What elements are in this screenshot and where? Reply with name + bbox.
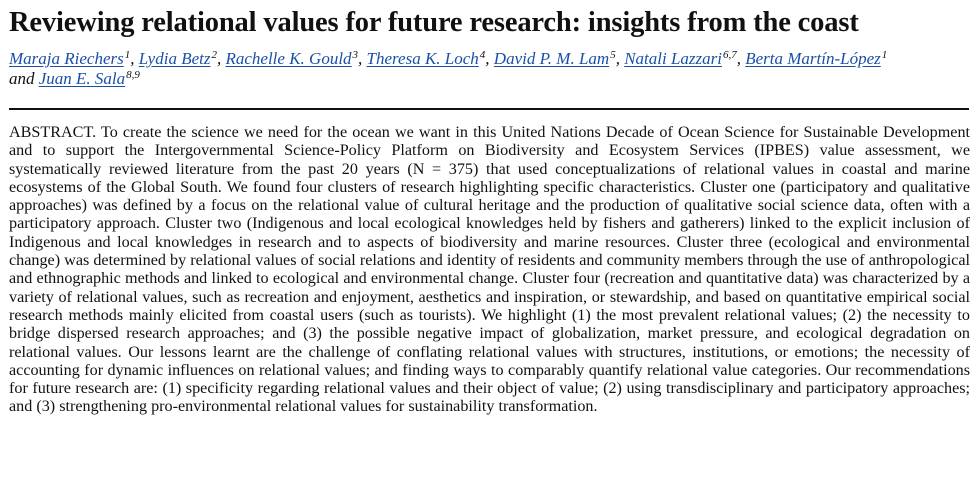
- author-entry: [367, 49, 486, 68]
- author-link[interactable]: Natali Lazzari: [624, 49, 722, 68]
- affiliation-marker: 2: [211, 49, 217, 61]
- author-link[interactable]: Berta Martín-López: [745, 49, 881, 68]
- author-link[interactable]: David P. M. Lam: [493, 49, 610, 68]
- author-link[interactable]: Lydia Betz: [138, 49, 211, 68]
- author-entry: [9, 49, 130, 68]
- affiliation-marker: 3: [352, 49, 359, 61]
- author-link[interactable]: Maraja Riechers: [9, 49, 124, 68]
- author-list: [9, 49, 969, 89]
- author-link[interactable]: Rachelle K. Gould: [225, 49, 352, 68]
- author-separator: ,: [358, 49, 367, 68]
- author-separator: ,: [485, 49, 494, 68]
- author-separator: ,: [216, 49, 226, 68]
- affiliation-marker: 1: [124, 49, 131, 61]
- author-entry: [139, 49, 217, 68]
- author-entry: [745, 49, 887, 68]
- author-link[interactable]: Theresa K. Loch: [366, 49, 479, 68]
- affiliation-marker: 8,9: [126, 69, 140, 81]
- affiliation-marker: 5: [610, 49, 616, 61]
- author-separator: ,: [736, 49, 746, 68]
- paper-header: [9, 6, 969, 89]
- author-entry: [494, 49, 616, 68]
- author-entry: [624, 49, 737, 68]
- abstract-text: ABSTRACT. To create the science we need for the ocean we want in this United Nations Decade of Ocean Science for Sustainable Development and to support the Intergovernmental Science-Policy Platform on Biodiversity and Ecosystem Services (IPBES) value assessment, we systematically reviewed literature from the past 20 years (N = 375) that used conceptualizations of relational values in coastal and marine ecosystems of the Global South. We found four clusters of research highlighting specific characteristics. Cluster one (participatory and qualitative approaches) was defined by a focus on the relational value of cultural heritage and the production of qualitative social science data, often with a participatory approach. Cluster two (Indigenous and local ecological knowledges held by fishers and gatherers) linked to the explicit inclusion of Indigenous and local knowledges in research and to aspects of biodiversity and marine resources. Cluster three (ecological and environmental change) was determined by relational values of social relations and identity of residents and community members through the use of anthropological and ethnographic methods and linked to ecological and environmental change. Cluster four (recreation and quantitative data) was characterized by a variety of relational values, such as recreation and enjoyment, aesthetics and inspiration, or stewardship, and based on quantitative empirical social research methods mainly elicited from coastal users (such as tourists). We highlight (1) the most prevalent relational values; (2) the necessity to bridge dispersed research approaches; and (3) the possible negative impact of globalization, market pressure, and ecological degradation on relational values. Our lessons learnt are the challenge of conflating relational values with structures, institutions, or emotions; the necessity of accounting for dynamic influences on relational values; and finding ways to comparably quantify relational value categories. Our recommendations for future research are: (1) specificity regarding relational values and their object of value; (2) using transdisciplinary and participatory approaches; and (3) strengthening pro-environmental relational values for sustainability transformation.: [9, 124, 970, 416]
- affiliation-marker: 1: [881, 49, 888, 61]
- author-separator: ,: [130, 49, 139, 68]
- affiliation-marker: 6,7: [722, 49, 737, 61]
- author-entry: [225, 49, 358, 68]
- author-separator: ,: [615, 49, 625, 68]
- paper-title: Reviewing relational values for future research: insights from the coast: [9, 7, 859, 38]
- author-conjunction: and: [9, 69, 35, 88]
- author-link[interactable]: Juan E. Sala: [38, 69, 126, 88]
- section-divider: [9, 108, 969, 110]
- author-entry: [39, 69, 140, 88]
- affiliation-marker: 4: [479, 49, 486, 61]
